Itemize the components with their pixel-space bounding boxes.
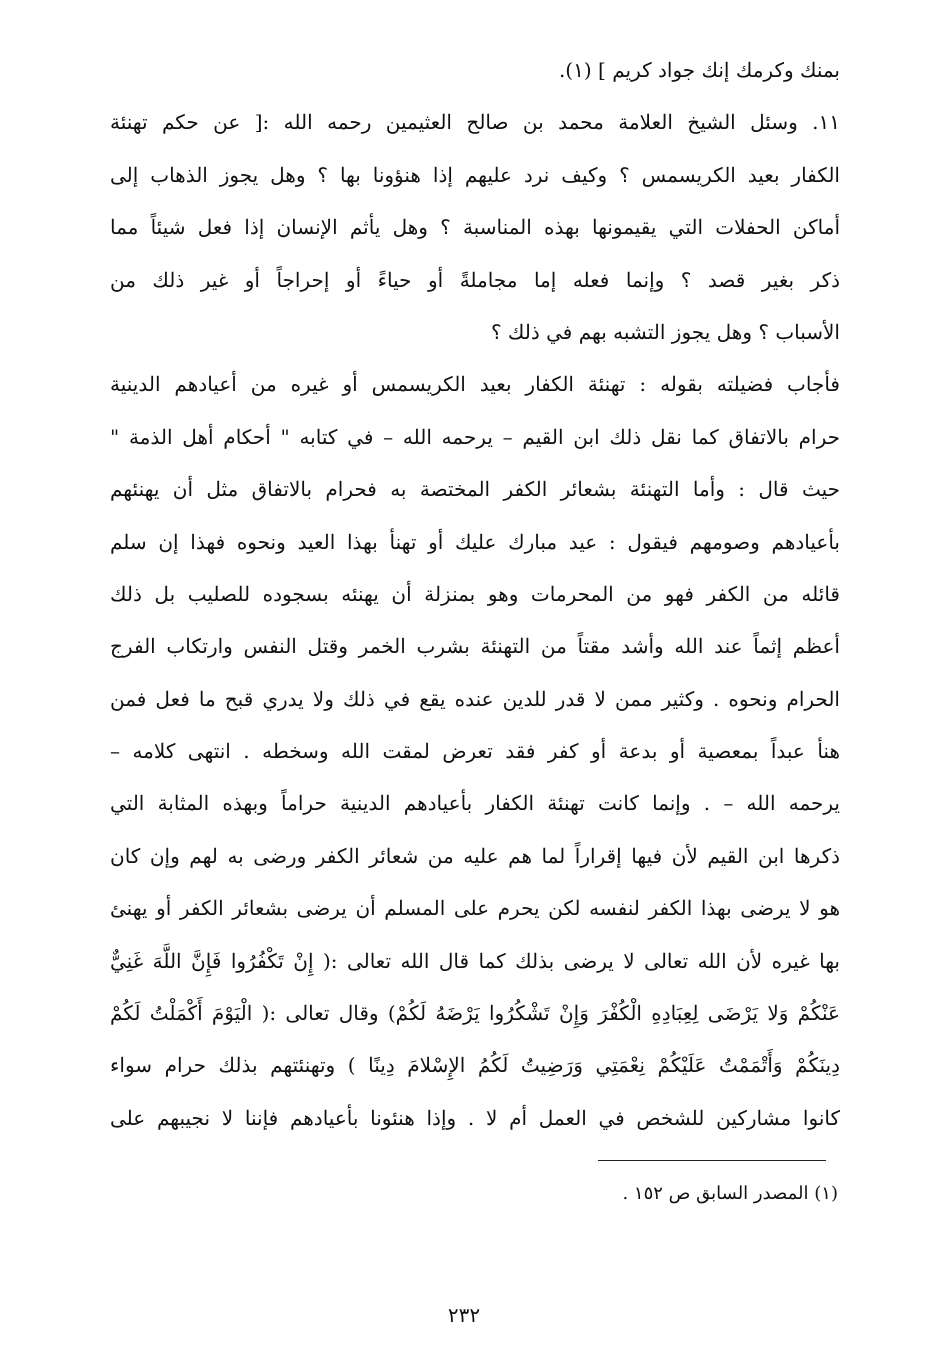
- text-line: دِينَكُمْ وَأَتْمَمْتُ عَلَيْكُمْ نِعْمَتِي وَرَضِيتُ لَكُمُ الإِسْلامَ دِينًا ) وتهنئتهم بذلك حرام سواء: [110, 1053, 840, 1078]
- footnote-divider: [598, 1160, 826, 1161]
- text-line: ذكر بغير قصد ؟ وإنما فعله إما مجاملةً أو حياءً أو إحراجاً أو غير ذلك من: [110, 267, 840, 292]
- text-line: عَنْكُمْ وَلا يَرْضَى لِعِبَادِهِ الْكُفْرَ وَإِنْ تَشْكُرُوا يَرْضَهُ لَكُمْ) وقال تعالى :( الْيَوْمَ أَكْمَلْتُ لَكُمْ: [110, 1001, 840, 1026]
- text-line: فأجاب فضيلته بقوله : تهنئة الكفار بعيد الكريسمس أو غيره من أعيادهم الدينية: [110, 372, 840, 397]
- text-line: هو لا يرضى بهذا الكفر لنفسه لكن يحرم على المسلم أن يرضى بشعائر الكفر أو يهنئ: [110, 896, 840, 921]
- text-line: حيث قال : وأما التهنئة بشعائر الكفر المختصة به فحرام بالاتفاق مثل أن يهنئهم: [110, 477, 840, 502]
- text-line: حرام بالاتفاق كما نقل ذلك ابن القيم – يرحمه الله – في كتابه " أحكام أهل الذمة ": [110, 424, 840, 449]
- text-line: هنأ عبداً بمعصية أو بدعة أو كفر فقد تعرض لمقت الله وسخطه . انتهى كلامه –: [110, 739, 840, 764]
- text-line: الأسباب ؟ وهل يجوز التشبه بهم في ذلك ؟: [490, 319, 840, 344]
- text-line: بها غيره لأن الله تعالى لا يرضى بذلك كما قال الله تعالى :( إِنْ تَكْفُرُوا فَإِنَّ اللَّهَ غَنِيٌّ: [110, 948, 840, 973]
- page-number: ٢٣٢: [447, 1303, 481, 1327]
- text-line: يرحمه الله – . وإنما كانت تهنئة الكفار بأعيادهم الدينية حراماً وبهذه المثابة التي: [110, 791, 840, 816]
- text-line: ١١. وسئل الشيخ العلامة محمد بن صالح العثيمين رحمه الله :[ عن حكم تهنئة: [110, 110, 840, 135]
- text-line: الكفار بعيد الكريسمس ؟ وكيف نرد عليهم إذا هنؤونا بها ؟ وهل يجوز الذهاب إلى: [110, 162, 840, 187]
- text-line: الحرام ونحوه . وكثير ممن لا قدر للدين عنده يقع في ذلك ولا يدري قبح ما فعل فمن: [110, 686, 840, 711]
- text-line: بأعيادهم وصومهم فيقول : عيد مبارك عليك أو تهنأ بهذا العيد ونحوه فهذا إن سلم: [110, 529, 840, 554]
- text-line: قائله من الكفر فهو من المحرمات وهو بمنزلة أن يهنئه بسجوده للصليب بل ذلك: [110, 581, 840, 606]
- text-line: كانوا مشاركين للشخص في العمل أم لا . وإذا هنئونا بأعيادهم فإننا لا نجيبهم على: [110, 1105, 840, 1130]
- footnote: (١) المصدر السابق ص ١٥٢ .: [622, 1183, 838, 1204]
- text-line: ذكرها ابن القيم لأن فيها إقراراً لما هم عليه من شعائر الكفر ورضى به لهم وإن كان: [110, 843, 840, 868]
- text-line: أعظم إثماً عند الله وأشد مقتاً من التهنئة بشرب الخمر وقتل النفس وارتكاب الفرج: [110, 634, 840, 659]
- body-text: [110, 44, 840, 1144]
- text-line: أماكن الحفلات التي يقيمونها بهذه المناسبة ؟ وهل يأثم الإنسان إذا فعل شيئاً مما: [110, 215, 840, 240]
- text-line: بمنك وكرمك إنك جواد كريم ] (١).: [558, 58, 840, 82]
